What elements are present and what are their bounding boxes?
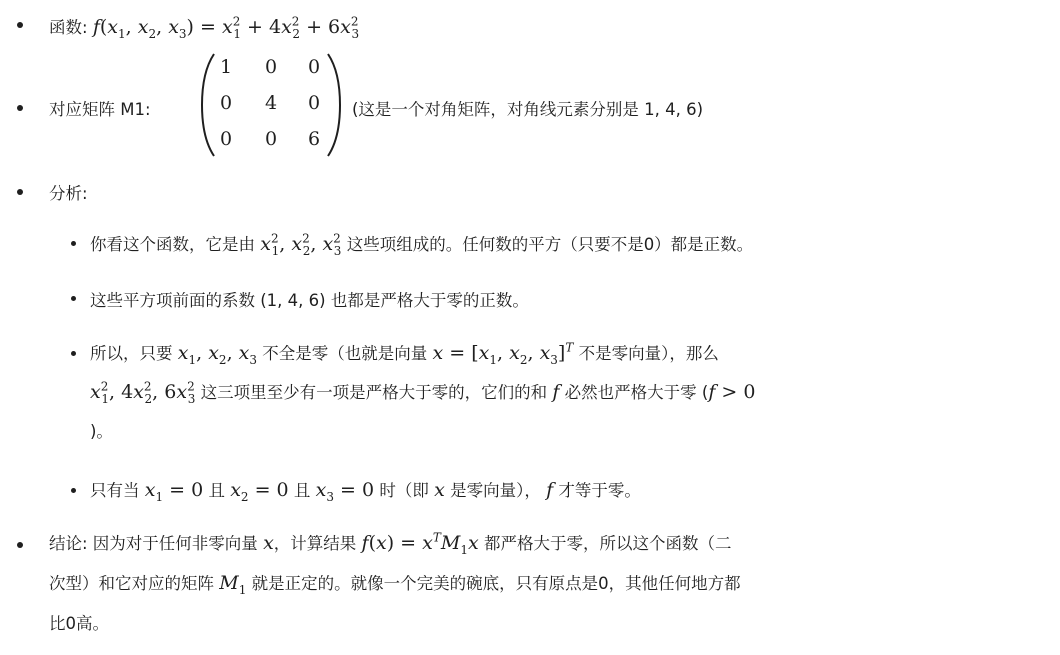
matrix-cell: 1 — [219, 56, 233, 78]
conclusion — [0, 530, 1060, 650]
matrix-cell: 4 — [264, 92, 278, 114]
analysis-2-text: 这些平方项前面的系数 (1, 4, 6) 也都是严格大于零的正数。 — [90, 291, 529, 310]
bullet — [17, 189, 23, 195]
analysis-4-text: 只有当 — [90, 481, 140, 500]
matrix-cell: 6 — [307, 128, 321, 150]
analysis-item-3 — [0, 340, 1060, 450]
conclusion-text-6: 比0高。 — [49, 614, 109, 633]
function-formula: $f(x_1$, $x_2$, $x_3) = x^2_1 + 4x^2_2 + 6x^2_3$ — [92, 14, 360, 41]
f-symbol: f — [546, 479, 554, 501]
x2-zero-formula: $x_2 = 0$ — [230, 479, 289, 504]
matrix-cell: 0 — [219, 128, 233, 150]
analysis-3-text-5: 必然也严格大于零 ( — [564, 383, 709, 402]
left-paren — [200, 52, 216, 158]
analysis-3-text-4: 这三项里至少有一项是严格大于零的，它们的和 — [200, 383, 548, 402]
conclusion-text-5: 就是正定的。就像一个完美的碗底，只有原点是0，其他任何地方都 — [251, 574, 741, 593]
bullet — [17, 105, 23, 111]
and-text: 且 — [293, 481, 311, 500]
bullet — [71, 351, 76, 356]
analysis-3-text-2: 不全是零（也就是向量 — [262, 344, 428, 363]
analysis-4-text-3: 是零向量）， — [450, 481, 541, 500]
bullet — [17, 542, 23, 548]
conclusion-text-4: 次型）和它对应的矩阵 — [49, 574, 214, 593]
matrix-line — [0, 52, 1060, 162]
bullet — [71, 296, 76, 301]
terms-formula: $x^2_1$, $4x^2_2$, $6x^2_3$ — [90, 379, 196, 406]
function-label: 函数: — [49, 18, 88, 37]
analysis-3-text-6: )。 — [90, 422, 113, 441]
analysis-1-text: 你看这个函数，它是由 — [90, 235, 255, 254]
x-symbol: x — [434, 479, 445, 501]
conclusion-text-3: 都严格大于零，所以这个函数（二 — [483, 534, 732, 553]
analysis-3-text-3: 不是零向量），那么 — [578, 344, 719, 363]
f-symbol: f — [552, 381, 560, 403]
matrix-cell: 0 — [219, 92, 233, 114]
matrix-label: 对应矩阵 M1: — [49, 100, 151, 119]
x3-zero-formula: $x_3 = 0$ — [315, 479, 375, 504]
bullet — [71, 241, 76, 246]
x-symbol: x — [263, 532, 274, 554]
matrix-cell: 0 — [307, 92, 321, 114]
analysis-label: 分析: — [49, 184, 88, 203]
vector-formula: $x = [x_1$, $x_2$, $x_3]^T$ — [432, 340, 574, 367]
squares-formula: $x^2_1$, $x^2_2$, $x^2_3$ — [260, 231, 342, 258]
matrix-m1 — [200, 52, 342, 158]
analysis-3-text: 所以，只要 — [90, 344, 173, 363]
and-text: 且 — [208, 481, 225, 500]
quadratic-formula: $f(x) = x^TM_1x$ — [361, 530, 479, 557]
conclusion-text-2: ，计算结果 — [273, 534, 357, 553]
bullet — [17, 22, 23, 28]
matrix-cell: 0 — [264, 128, 278, 150]
matrix-symbol: $M_1$ — [219, 572, 247, 597]
analysis-1-text-end: 这些项组成的。任何数的平方（只要不是0）都是正数。 — [346, 235, 754, 254]
matrix-cell: 0 — [307, 56, 321, 78]
matrix-cell: 0 — [264, 56, 278, 78]
matrix-note: (这是一个对角矩阵，对角线元素分别是 1, 4, 6) — [352, 100, 704, 119]
right-paren — [326, 52, 342, 158]
x1-zero-formula: $x_1 = 0$ — [144, 479, 204, 504]
conclusion-text: 结论: 因为对于任何非零向量 — [49, 534, 258, 553]
variables-formula: $x_1$, $x_2$, $x_3$ — [177, 342, 258, 367]
f-positive-formula: f > 0 — [708, 381, 756, 403]
bullet — [71, 488, 76, 493]
analysis-4-text-4: 才等于零。 — [558, 481, 641, 500]
analysis-4-text-2: 时（即 — [379, 481, 429, 500]
